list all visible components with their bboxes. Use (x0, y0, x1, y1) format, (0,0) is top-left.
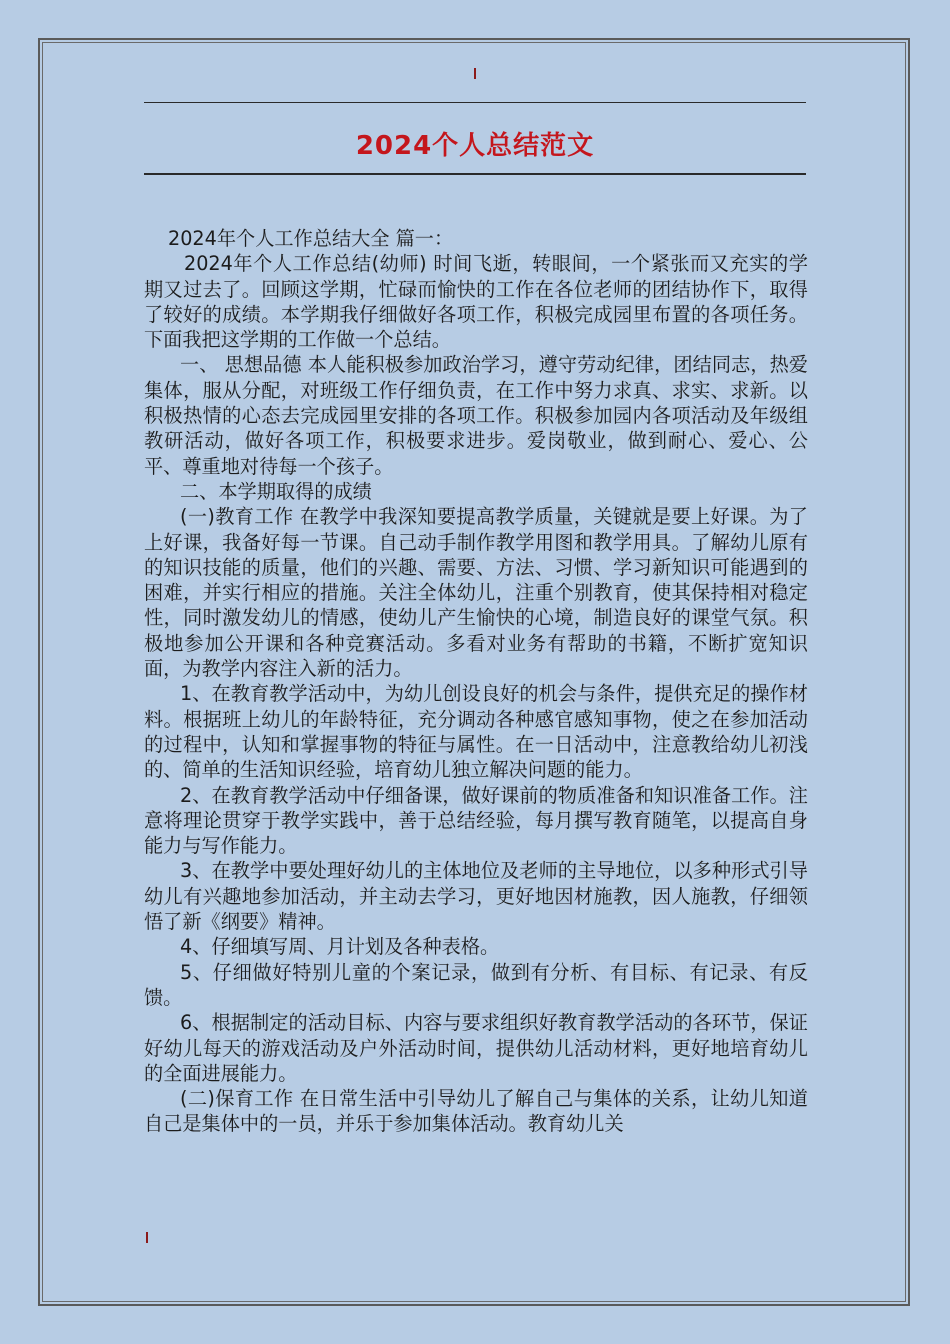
paragraph-item-5: 5、仔细做好特别儿童的个案记录，做到有分析、有目标、有记录、有反馈。 (144, 960, 808, 1009)
paragraph-care-work: (二)保育工作 在日常生活中引导幼儿了解自己与集体的关系，让幼儿知道自己是集体中的一员，并乐于参加集体活动。教育幼儿关 (144, 1087, 808, 1136)
paragraph-item-2: 2、在教育教学活动中仔细备课，做好课前的物质准备和知识准备工作。注意将理论贯穿于教学实践中，善于总结经验，每月撰写教育随笔，以提高自身能力与写作能力。 (144, 783, 808, 858)
paragraph-item-4: 4、仔细填写周、月计划及各种表格。 (180, 935, 500, 959)
document-body (144, 226, 808, 1137)
title-underline-rule (144, 173, 806, 175)
document-title: 2024个人总结范文 (355, 131, 595, 161)
paragraph-ideology: 一、 思想品德 本人能积极参加政治学习，遵守劳动纪律，团结同志，热爱集体，服从分配，对班级工作仔细负责，在工作中努力求真、求实、求新。以积极热情的心态去完成园里安排的各项工作。积极参加园内各项活动及年级组教研活动，做好各项工作，积极要求进步。爱岗敬业，做到耐心、爱心、公平、尊重地对待每一个孩子。 (144, 353, 808, 478)
paragraph-achievements-heading: 二、本学期取得的成绩 (180, 479, 372, 503)
paragraph-education-work: (一)教育工作 在教学中我深知要提高教学质量，关键就是要上好课。为了上好课，我备好每一节课。自己动手制作教学用图和教学用具。了解幼儿原有的知识技能的质量，他们的兴趣、需要、方法、习惯、学习新知识可能遇到的困难，并实行相应的措施。关注全体幼儿，注重个别教育，使其保持相对稳定性，同时激发幼儿的情感，使幼儿产生愉快的心境，制造良好的课堂气氛。积极地参加公开课和各种竞赛活动。多看对业务有帮助的书籍，不断扩宽知识面，为教学内容注入新的活力。 (144, 505, 808, 681)
paragraph-intro: 2024年个人工作总结(幼师) 时间飞逝，转眼间，一个紧张而又充实的学期又过去了。回顾这学期，忙碌而愉快的工作在各位老师的团结协作下，取得了较好的成绩。本学期我仔细做好各项工作，积极完成园里布置的各项任务。下面我把这学期的工作做一个总结。 (144, 252, 808, 352)
footer-text-cursor (146, 1232, 148, 1243)
paragraph-item-1: 1、在教育教学活动中，为幼儿创设良好的机会与条件，提供充足的操作材料。根据班上幼儿的年龄特征，充分调动各种感官感知事物，使之在参加活动的过程中，认知和掌握事物的特征与属性。在一日活动中，注意教给幼儿初浅的、简单的生活知识经验，培育幼儿独立解决问题的能力。 (144, 682, 808, 782)
header-text-cursor (474, 68, 476, 79)
header-rule (144, 102, 806, 103)
paragraph-item-3: 3、在教学中要处理好幼儿的主体地位及老师的主导地位，以多种形式引导幼儿有兴趣地参加活动，并主动去学习，更好地因材施教，因人施教，仔细领悟了新《纲要》精神。 (144, 859, 808, 934)
paragraph-item-6: 6、根据制定的活动目标、内容与要求组织好教育教学活动的各环节，保证好幼儿每天的游戏活动及户外活动时间，提供幼儿活动材料，更好地培育幼儿的全面进展能力。 (144, 1011, 808, 1085)
section-heading: 2024年个人工作总结大全 篇一： (168, 227, 454, 250)
